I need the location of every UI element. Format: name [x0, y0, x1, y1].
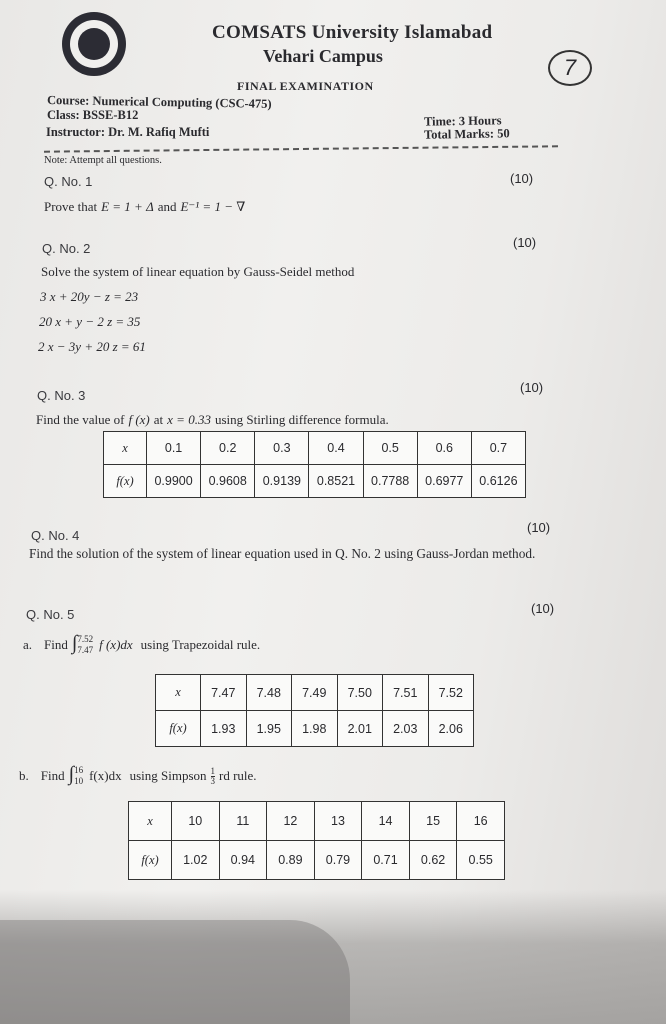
- q3-f-cell: 0.6977: [417, 465, 471, 498]
- q4-marks: (10): [527, 520, 551, 535]
- q2-label: Q. No. 2: [42, 241, 91, 256]
- q5a-rule: using Trapezoidal rule.: [140, 637, 261, 652]
- q5-label: Q. No. 5: [26, 607, 75, 622]
- q1-question: [44, 198, 245, 216]
- q5b-x-cell: 10: [172, 802, 220, 841]
- q5b-find: Find: [40, 768, 65, 783]
- q5b-f-cell: 0.94: [219, 841, 267, 880]
- q5a-integrand: f (x)dx: [99, 637, 133, 652]
- instructions-note: Note: Attempt all questions.: [44, 155, 162, 166]
- q5b-lower-limit: 10: [74, 776, 84, 787]
- q5b-x-cell: 15: [409, 802, 457, 841]
- q5a-lower-limit: 7.47: [77, 645, 94, 656]
- q1-eq2: E⁻¹ = 1 − ∇: [180, 199, 246, 214]
- q5b-f-header: f(x): [129, 841, 172, 880]
- q5b-x-cell: 12: [267, 802, 315, 841]
- q1-label: Q. No. 1: [44, 174, 93, 189]
- q3-x-cell: 0.1: [147, 432, 201, 465]
- q5b-data-table: [128, 801, 505, 880]
- q5a-data-table: [155, 674, 474, 747]
- q5b-prefix: b.: [19, 768, 29, 783]
- q5b-integral-sign: ∫: [68, 763, 75, 785]
- q5a-f-cell: 1.93: [201, 711, 247, 747]
- q5b-x-cell: 16: [457, 802, 505, 841]
- q5a-x-cell: 7.51: [383, 675, 429, 711]
- q5a-x-cell: 7.49: [292, 675, 338, 711]
- q5b-rule-a: using Simpson: [129, 768, 207, 783]
- q5b-f-cell: 0.79: [314, 841, 362, 880]
- q5b-x-header: x: [129, 802, 172, 841]
- q3-x-cell: 0.6: [417, 432, 471, 465]
- q3-x-cell: 0.7: [471, 432, 525, 465]
- q1-eq1: E = 1 + Δ: [101, 199, 154, 214]
- course-info: Course: Numerical Computing (CSC-475): [46, 93, 272, 111]
- page-number-mark: 7: [548, 50, 592, 86]
- q5a-x-header: x: [156, 675, 201, 711]
- campus-name: Vehari Campus: [263, 46, 383, 66]
- hand-shadow: [0, 920, 350, 1024]
- q5a-f-cell: 1.98: [292, 711, 338, 747]
- q5a-question: [23, 632, 260, 656]
- q3-x-header: x: [104, 432, 147, 465]
- q3-f-cell: 0.9139: [255, 465, 309, 498]
- q1-text: Prove that: [44, 199, 98, 214]
- q5a-upper-limit: 7.52: [77, 634, 94, 645]
- header-divider: [44, 145, 558, 152]
- q5b-frac-num: 1: [210, 765, 216, 776]
- q3-f-cell: 0.7788: [363, 465, 417, 498]
- q4-text: Find the solution of the system of linear equation used in Q. No. 2 using Gauss-Jordan method.: [29, 546, 536, 561]
- university-name: COMSATS University Islamabad: [212, 22, 493, 43]
- q3-question: [36, 411, 389, 429]
- q3-x-cell: 0.4: [309, 432, 363, 465]
- q2-equation-1: 3 x + 20y − z = 23: [40, 289, 139, 304]
- q2-equation-2: 20 x + y − 2 z = 35: [39, 314, 141, 329]
- q4-label: Q. No. 4: [31, 528, 80, 543]
- q5b-integrand: f(x)dx: [89, 768, 122, 783]
- q1-marks: (10): [510, 171, 534, 186]
- q3-x-cell: 0.5: [363, 432, 417, 465]
- q2-marks: (10): [513, 235, 537, 250]
- q3-text-c: using Stirling difference formula.: [214, 412, 389, 427]
- q5a-find: Find: [44, 637, 68, 652]
- q3-x-cell: 0.3: [255, 432, 309, 465]
- q5b-frac-den: 3: [210, 775, 216, 786]
- university-logo: [62, 12, 126, 76]
- q5b-f-cell: 1.02: [172, 841, 220, 880]
- q3-f-cell: 0.9900: [147, 465, 201, 498]
- q3-marks: (10): [520, 380, 544, 395]
- q5b-f-cell: 0.62: [409, 841, 457, 880]
- q2-text: Solve the system of linear equation by Gauss-Seidel method: [41, 264, 355, 279]
- q5b-x-cell: 13: [314, 802, 362, 841]
- q3-f-cell: 0.8521: [309, 465, 363, 498]
- q3-fx: f (x): [128, 412, 150, 427]
- exam-title: FINAL EXAMINATION: [237, 79, 374, 93]
- q5-marks: (10): [531, 601, 555, 616]
- q3-text-a: Find the value of: [36, 412, 125, 427]
- q5a-integral-sign: ∫: [71, 632, 78, 654]
- q3-x-cell: 0.2: [201, 432, 255, 465]
- q5b-rule-b: rd rule.: [219, 768, 257, 783]
- q5a-f-header: f(x): [156, 711, 201, 747]
- q3-data-table: [103, 431, 526, 498]
- q5a-prefix: a.: [23, 637, 33, 652]
- total-marks: Total Marks: 50: [423, 126, 510, 142]
- q3-f-cell: 0.9608: [201, 465, 255, 498]
- q5b-f-cell: 0.55: [457, 841, 505, 880]
- q5a-f-cell: 2.01: [337, 711, 383, 747]
- q5b-x-cell: 11: [219, 802, 267, 841]
- q5a-x-cell: 7.47: [201, 675, 247, 711]
- q5b-upper-limit: 16: [74, 765, 84, 776]
- q5a-x-cell: 7.48: [246, 675, 292, 711]
- q3-xval: x = 0.33: [167, 412, 211, 427]
- q5b-x-cell: 14: [362, 802, 410, 841]
- q3-f-header: f(x): [104, 465, 147, 498]
- instructor-info: Instructor: Dr. M. Rafiq Mufti: [46, 125, 210, 139]
- q5b-f-cell: 0.71: [362, 841, 410, 880]
- q5a-x-cell: 7.52: [428, 675, 474, 711]
- q3-text-b: at: [153, 412, 164, 427]
- q5a-f-cell: 2.06: [428, 711, 474, 747]
- q1-and: and: [157, 199, 177, 214]
- q5a-f-cell: 2.03: [383, 711, 429, 747]
- q5b-question: [19, 763, 257, 787]
- q5a-x-cell: 7.50: [337, 675, 383, 711]
- q2-equation-3: 2 x − 3y + 20 z = 61: [38, 339, 146, 354]
- q3-label: Q. No. 3: [37, 388, 86, 403]
- q3-f-cell: 0.6126: [471, 465, 525, 498]
- time-info: Time: 3 Hours: [423, 113, 502, 129]
- q5a-f-cell: 1.95: [246, 711, 292, 747]
- q5b-f-cell: 0.89: [267, 841, 315, 880]
- q5b-fraction: [211, 767, 216, 786]
- class-info: Class: BSSE-B12: [47, 108, 139, 122]
